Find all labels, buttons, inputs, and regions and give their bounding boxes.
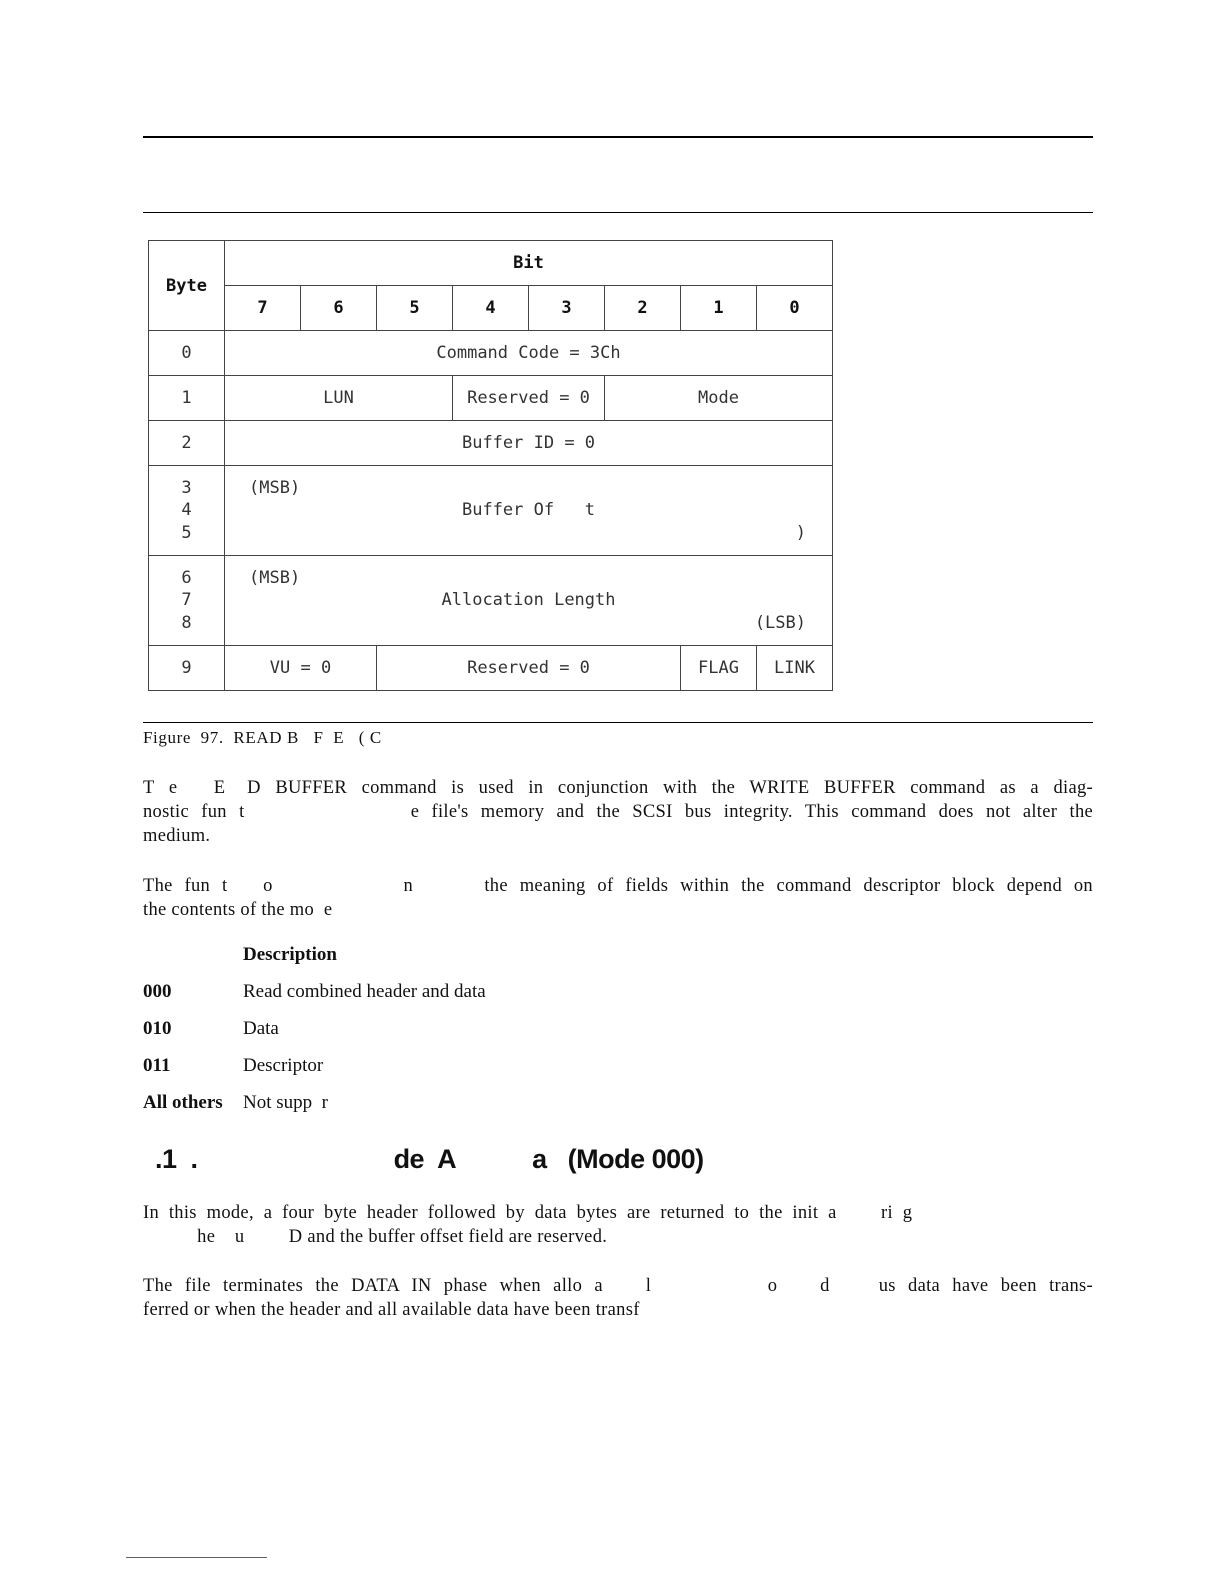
byte-number: 2	[149, 421, 225, 466]
command-descriptor-table	[148, 240, 833, 691]
paragraph	[143, 1201, 1093, 1249]
text-line: ferred or when the header and all available data have been transf	[143, 1300, 640, 1320]
msb-marker: (MSB)	[249, 478, 301, 498]
text-line: The fun t o n the meaning of fields within the command descriptor block depend on	[143, 876, 1093, 896]
byte-number: 4	[181, 500, 192, 521]
text-line: he u D and the buffer offset field are reserved.	[143, 1227, 608, 1247]
byte-number: 7	[181, 590, 192, 611]
field-name: Allocation Length	[441, 590, 616, 610]
field-name: Buffer Of t	[461, 500, 596, 520]
footer-link-underline[interactable]	[126, 1557, 267, 1558]
flag-field: FLAG	[681, 646, 757, 691]
byte-number: 3	[181, 477, 192, 498]
command-code-field: Command Code = 3Ch	[225, 331, 833, 376]
mode-code: All others	[143, 1092, 223, 1113]
mode-code: 011	[143, 1055, 171, 1076]
table-row	[149, 376, 833, 421]
mode-description: Data	[243, 1018, 279, 1039]
bit-label: 2	[605, 286, 681, 331]
byte-number: 8	[181, 612, 192, 633]
mode-description: Descriptor	[243, 1055, 324, 1076]
byte-number: 0	[149, 331, 225, 376]
table-row	[149, 331, 833, 376]
reserved-field: Reserved = 0	[453, 376, 605, 421]
text-line: T e E D BUFFER command is used in conjunction with the WRITE BUFFER command as a diag-	[143, 778, 1093, 798]
bit-label: 7	[225, 286, 301, 331]
bit-label: 3	[529, 286, 605, 331]
lun-field: LUN	[225, 376, 453, 421]
text-line: the contents of the mo e	[143, 900, 333, 920]
text-line: The file terminates the DATA IN phase when allo a l o d us data have been trans-	[143, 1276, 1093, 1296]
table-top-rule	[143, 212, 1093, 213]
paragraph	[143, 874, 1093, 922]
bit-label: 1	[681, 286, 757, 331]
table-row	[149, 421, 833, 466]
caption-rule	[143, 722, 1093, 723]
byte-number: 1	[149, 376, 225, 421]
byte-numbers	[149, 556, 225, 646]
buffer-id-field: Buffer ID = 0	[225, 421, 833, 466]
byte-header: Byte	[149, 241, 225, 331]
bit-label: 4	[453, 286, 529, 331]
bit-label: 6	[301, 286, 377, 331]
paragraph	[143, 776, 1093, 848]
section-heading: .1 . de A a (Mode 000)	[155, 1144, 704, 1174]
byte-number: 6	[181, 567, 192, 588]
description-header: Description	[243, 944, 337, 965]
table-row	[149, 556, 833, 646]
mode-description: Read combined header and data	[243, 981, 486, 1002]
vu-field: VU = 0	[225, 646, 377, 691]
lsb-marker: )	[795, 523, 806, 543]
mode-field: Mode	[605, 376, 833, 421]
byte-number: 9	[149, 646, 225, 691]
text-line: medium.	[143, 826, 211, 846]
text-line: nostic fun t e file's memory and the SCSI bus integrity. This command does not alter the	[143, 802, 1093, 822]
buffer-offset-field	[225, 466, 833, 556]
byte-number: 5	[181, 522, 192, 543]
mode-code: 010	[143, 1018, 172, 1039]
link-field: LINK	[757, 646, 833, 691]
byte-numbers	[149, 466, 225, 556]
msb-marker: (MSB)	[249, 568, 301, 588]
paragraph	[143, 1274, 1093, 1322]
reserved-field: Reserved = 0	[377, 646, 681, 691]
top-rule	[143, 136, 1093, 138]
mode-description: Not supp r	[243, 1092, 328, 1113]
bit-label: 0	[757, 286, 833, 331]
table-row	[149, 646, 833, 691]
table-row	[149, 466, 833, 556]
figure-caption: Figure 97. READ B F E ( C	[143, 728, 382, 747]
lsb-marker: (LSB)	[754, 613, 806, 633]
bit-header: Bit	[225, 241, 833, 286]
text-line: In this mode, a four byte header followed by data bytes are returned to the init a ri g	[143, 1203, 913, 1223]
mode-code: 000	[143, 981, 172, 1002]
bit-label: 5	[377, 286, 453, 331]
allocation-length-field	[225, 556, 833, 646]
